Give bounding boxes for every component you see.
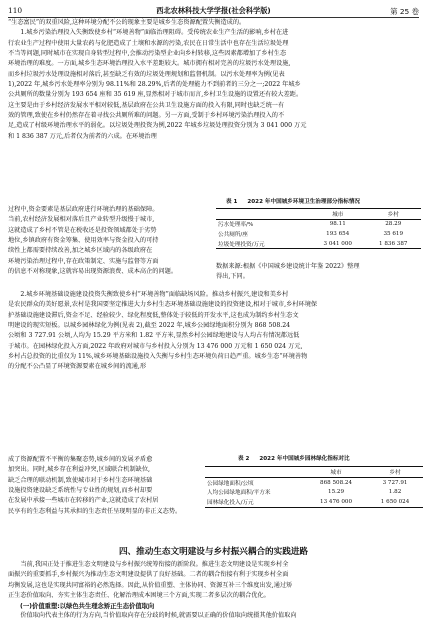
page-number: 110: [8, 6, 23, 15]
note-line: 得出,下同。: [216, 273, 249, 281]
text-line: 环境污染治理过程中,存在政策制定、实施与监督等方面: [8, 257, 159, 265]
text-line: 1.城乡污染治理投入失衡致使乡村“环境善物”面临治理阻碍。受传统农业生产生活的影响,乡村在进: [8, 29, 289, 37]
table-cell: 公园绿地面积/公顷: [207, 480, 254, 487]
table-header-cell: 乡村: [389, 469, 401, 476]
text-line: 1),2022 年,城乡污水处理率分别为 98.11%和 28.29%,后者的处理能力不到前者的三分之一;2022 年城乡: [8, 81, 301, 89]
table1-caption: [226, 197, 360, 205]
body-text-narrow-2: [8, 455, 198, 517]
text-line: 是农民群众的美好愿景,农村是我国要坚定推进大力乡村生态环境基础设施建设的投资建设,相对于城市,乡村环境保: [8, 301, 318, 309]
section-heading: 四、推动生态文明建设与乡村振兴耦合的实践进路: [118, 547, 309, 557]
table-header-cell: 城市: [330, 469, 342, 476]
text-line: 设施投资建设缺乏系统性与专业性的规划,而乡村却要: [8, 487, 153, 495]
text-line: 续性上都需要持续改善,加之城乡区域内的各级政府在: [8, 247, 153, 255]
table-header-row: [205, 467, 423, 478]
table-cell: 1 650 024: [380, 499, 410, 506]
table-row: [205, 497, 423, 507]
text-line: 环境治理的难度。一方面,城乡生态环境治理投入水平差距较大。城市拥有相对完善的垃圾污水处理设施,: [8, 60, 291, 68]
body-text-middle: [8, 290, 419, 373]
table2-number: 表 2: [238, 456, 250, 462]
text-line: 效的管理,致使在乡村仍然存在着寻找公共厕所难的问题。另一方面,受制于乡村环境污染治理投入的不: [8, 112, 285, 120]
note-line: 数据来源:根据《中国城乡建设统计年鉴 2022》整理: [216, 263, 360, 270]
table-cell: 868 508.24: [320, 479, 353, 486]
text-line: 公顷和 3 727.91 公顷,人均为 15.29 平方米和 1.82 平方米,显然乡村公园绿地建设与人均占有情况都远低: [8, 332, 300, 340]
text-line: 足,造成了村级环境治理水平的弱化。以垃圾处理投资为例,2022 年城乡垃圾处理投资分别为 3 041 000 万元: [8, 122, 307, 130]
table1: [216, 208, 421, 249]
table-cell: 人均公园绿地面积/平方米: [207, 490, 271, 497]
table-header-cell: [216, 209, 310, 220]
body-text-bottom: [8, 560, 419, 601]
table-cell: 1 836 387: [379, 240, 408, 247]
text-line: 的分配不公凸显了环境资源要素在城乡间的流通,形: [8, 363, 147, 371]
table1-number: 表 1: [226, 199, 238, 205]
table-cell: 15.29: [328, 489, 345, 496]
body-text-top: [8, 18, 419, 142]
table-cell: 35 619: [383, 230, 404, 237]
table-cell: 污水处理率/%: [218, 222, 254, 229]
table-row: [216, 239, 421, 249]
text-line: 这主要是由于乡村经济发展水平相对较低,基层政府在公共卫生设施方面的投入有限,同时也缺乏统一有: [8, 101, 285, 109]
text-line: 在发展中承接一些城市在转移的产业,这就造成了农村居: [8, 497, 159, 505]
table-cell: 公共厕所/座: [218, 231, 248, 238]
table1-title: 2022 年中国城乡环境卫生治理部分指标情况: [247, 199, 361, 205]
table-header-row: [216, 209, 421, 220]
text-line: 乡村占总投资的比重仅为 11%,城乡环境基础设施投入失衡与乡村生态环境负荷日趋严重。城乡生态“环境善物: [8, 353, 308, 361]
text-line: 于城市。在园林绿化投入方面,2022 年政府对城市与乡村投入分别为 13 476 000 万元和 1 650 024 万元,: [8, 342, 303, 350]
table-row: [216, 229, 421, 239]
text-line: 价值取向代表主体的行为方向,当价值取向存在分歧的时候,就需要以正确的价值取向统摄其他价值取向: [8, 612, 297, 619]
body-text-last: [8, 611, 419, 621]
subsection-heading: (一)价值重塑:以绿色共生理念矫正生态价值取向: [20, 603, 155, 610]
text-line: 而乡村垃圾污水处理设施相对落后,甚至缺乏有效的垃圾处理规划和监督机制。以污水处理率为例(见表: [8, 70, 285, 78]
text-line: 明建设的现实短板。以城乡园林绿化为例(见表 2),截至 2022 年,城乡公园绿地面积分别为 868 508.24: [8, 322, 291, 330]
table-cell: 98.11: [329, 221, 346, 228]
table-cell: 13 476 000: [320, 499, 353, 506]
text-line: 行农业生产过程中使用大量农药与化肥造成了土壤和水源的污染,农民在日常生活中也存在生活垃圾处理: [8, 39, 289, 47]
volume-label: 第 25 卷: [390, 7, 419, 16]
table-cell: 垃圾处理投资/万元: [218, 241, 265, 248]
table-cell: 3 727.91: [382, 479, 408, 486]
table-header-cell: 城市: [332, 211, 344, 218]
text-line: 公共厕所的数量分别为 193 654 座和 35 619 座,显然相对于城市而言,乡村卫生设施的设置还有较大差距。: [8, 91, 303, 99]
text-line: 正生态价值取向、夯实主体生态责任、化解治理成本困境三个方面,实现二者多层次的耦合优化。: [8, 592, 270, 600]
table-header-cell: 乡村: [387, 211, 399, 218]
text-line: 民享有的生态利益与其承担的生态责任呈现明显的非正义态势。: [8, 507, 182, 515]
text-line: 的信息不对称现象,这就容易出现资源浪费、成本高企的问题。: [8, 268, 178, 276]
journal-title: 西北农林科技大学学报(社会科学版): [156, 6, 271, 15]
text-line: 和 1 836 387 万元,后者仅为前者的六成。在环境治理: [8, 132, 157, 140]
text-line: 当前,农村经济发展相对落后且产业转型升级慢于城市,: [8, 216, 155, 224]
text-line: 加突出。同时,城乡存在利益冲突,区域联合机制缺位,: [8, 466, 151, 474]
text-line: 当前,我国正处于推进生态文明建设与乡村振兴统筹衔接的新阶段。推进生态文明建设是实现乡村全: [8, 561, 289, 568]
table-row: [205, 488, 423, 498]
table-cell: 1.82: [388, 489, 402, 496]
table2-title: 2022 年中国城乡园林绿化指标对比: [259, 456, 350, 462]
table2: [205, 466, 423, 508]
table-row: [216, 219, 421, 229]
text-line: 地位,乡镇政府有资金筹集、使用效率与资金投入的可持: [8, 237, 159, 245]
text-line: 缺乏合理的联动机制,致使城市对于乡村生态环境基础: [8, 476, 153, 484]
text-line: 不当等问题,同时城市在实现自身转型过程中,会推动污染型企业向乡村转移,这些因素都增加了乡村生态: [8, 50, 287, 58]
table2-caption: [238, 454, 350, 462]
text-line: 这就造成了乡村不管是在税收还是投资领域都处于劣势: [8, 226, 157, 234]
text-line: 面振兴的重要抓手,乡村振兴为推动生态文明建设提供了良好基础。二者的耦合衔接有利于实现乡村全面: [8, 571, 289, 579]
body-text-narrow-1: [8, 205, 208, 277]
text-line: 护基础设施建设滞后,资金不足、经验较少、绿化程度低,整体处于较低的开发水平,这也成为制约乡村生态文: [8, 311, 299, 319]
table1-note: [216, 262, 421, 283]
text-line: 2.城乡环境基础设施建设投资失衡致使乡村“环境善物”面临缺场风险。推动乡村振兴,建设和美乡村: [8, 291, 289, 298]
text-line: 过程中,资金要素是基层政府进行环境治理的基础保障。: [8, 206, 159, 213]
text-line: “生态富民”的双重风险,这种环境分配不公的现象主要是城乡生态资源配置失衡造成的。: [8, 19, 246, 26]
text-line: 均衡发展,这也是实现共同富裕的必然选择。因此,从价值重塑、主体协同、资源互补三个维度出发,通过矫: [8, 581, 293, 589]
table-cell: 园林绿化投入/万元: [207, 500, 254, 507]
running-header: [0, 0, 427, 20]
table-cell: 3 041 000: [323, 240, 352, 247]
text-line: 成了资源配置不平衡的集聚态势,城乡间的发展矛盾愈: [8, 456, 153, 463]
table-cell: 28.29: [385, 221, 402, 228]
table-row: [205, 477, 423, 487]
table-cell: 193 654: [326, 230, 350, 237]
table-header-cell: [205, 467, 305, 478]
